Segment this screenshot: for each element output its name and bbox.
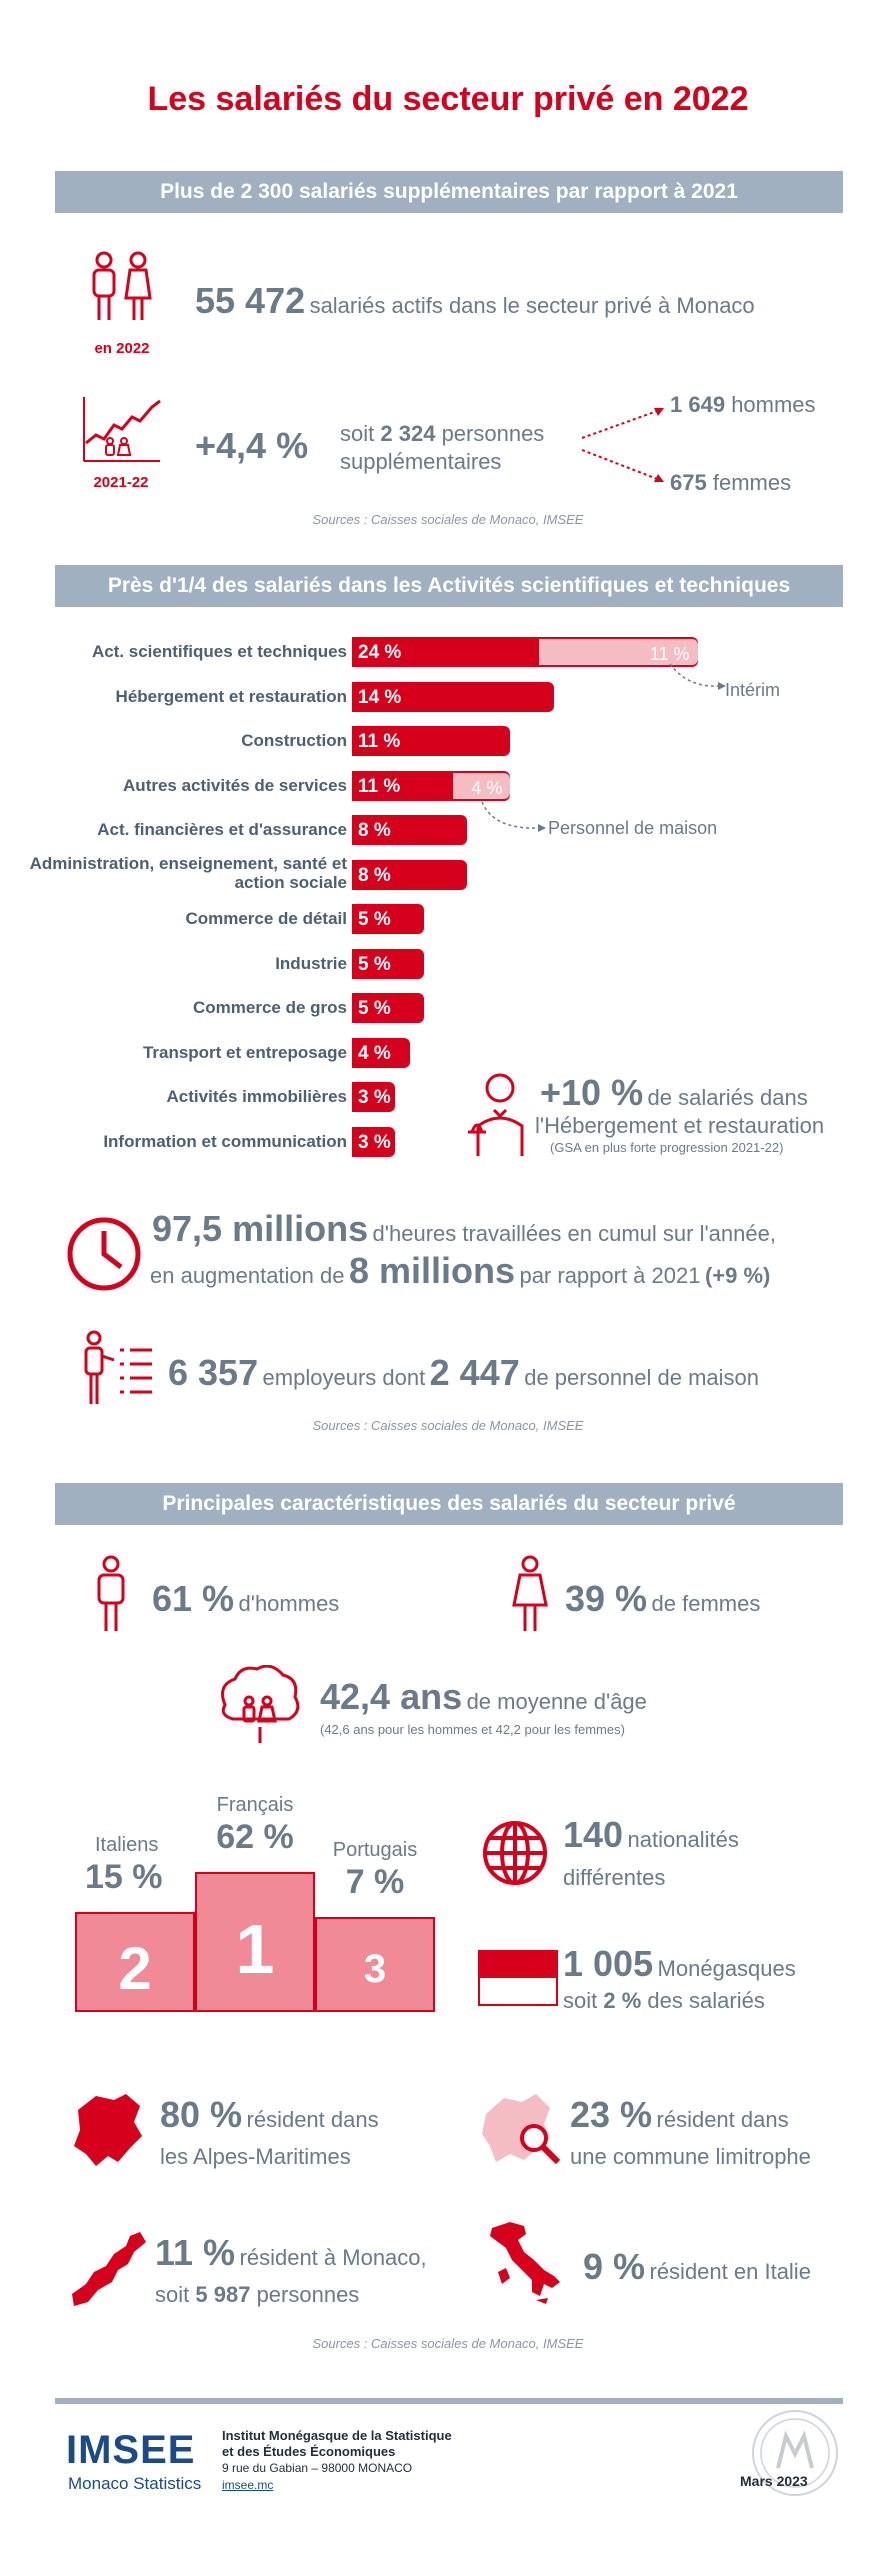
bar-value-label: 8 % [358,864,391,886]
bar-label: Act. financières et d'assurance [97,820,347,839]
hours-text-1: d'heures travaillées en cumul sur l'année, [372,1221,776,1246]
am-text-2: les Alpes-Maritimes [160,2144,351,2169]
nationalities-value: 140 [563,1814,624,1855]
year-label: en 2022 [94,340,150,357]
men-label: hommes [731,392,816,417]
am-text-1: résident dans [246,2107,379,2132]
growth-text-1: soit [340,421,375,446]
monaco-pct: 11 % [155,2232,236,2273]
growth-text-3: supplémentaires [340,449,502,474]
nationalities-stat [563,1814,739,1856]
monegasques-text-3: des salariés [647,1988,765,2013]
employers-value: 6 357 [168,1352,259,1393]
section1-band: Plus de 2 300 salariés supplémentaires par rapport à 2021 [55,171,843,213]
podium-rank: 2 [118,1935,152,2002]
bar-label: Information et communication [103,1131,347,1151]
monegasques-text-2: soit [563,1988,598,2013]
hours-increase: 8 millions [348,1250,515,1291]
growth-persons: 2 324 [380,421,436,446]
bar-label: Transport et entreposage [142,1042,347,1062]
italy-text: résident en Italie [649,2259,811,2284]
source-3: Sources : Caisses sociales de Monaco, IMSEE [312,2336,584,2351]
footer-address: 9 rue du Gabian – 98000 MONACO [222,2461,413,2475]
bar-value-label: 5 % [358,953,391,975]
employers-text: employeurs dont [262,1365,426,1390]
bar-label: Activités immobilières [166,1087,347,1106]
age-value: 42,4 ans [320,1676,463,1717]
men-value: 1 649 [670,392,726,417]
globe-icon [480,1818,550,1888]
org-line-1: Institut Monégasque de la Statistique [222,2428,452,2443]
podium-step-3 [315,1917,435,2012]
bar-value-label: 3 % [358,1131,391,1153]
border-commune-map-icon [480,2090,566,2170]
hours-value: 97,5 millions [152,1208,369,1249]
page-title: Les salariés du secteur privé en 2022 [147,80,749,118]
hours-text-2: en augmentation de [150,1263,345,1288]
italy-pct: 9 % [583,2246,646,2287]
women-pct: 39 % [565,1578,648,1619]
hours-text-3: par rapport à 2021 [519,1263,701,1288]
hotel-note: (GSA en plus forte progression 2021-22) [550,1140,784,1155]
am-pct: 80 % [160,2094,243,2135]
employees-text: salariés actifs dans le secteur privé à Monaco [309,293,755,318]
podium-country: Portugais [332,1839,418,1861]
bar-label: Autres activités de services [123,775,347,795]
monaco-text-3: personnes [256,2282,360,2307]
nationalities-text-1: nationalités [627,1827,739,1852]
hours-pct: (+9 %) [704,1263,771,1288]
bar-value-label: 3 % [358,1087,391,1108]
house-employers-value: 2 447 [429,1352,520,1393]
age-note: (42,6 ans pour les hommes et 42,2 pour les femmes) [320,1722,625,1737]
hotel-text-2: l'Hébergement et restauration [535,1113,825,1138]
podium-country: Français [216,1794,294,1816]
bar-value-label: 11 % [358,775,401,797]
growth-text-2: personnes [441,421,545,446]
monaco-persons: 5 987 [195,2282,251,2307]
house-staff-label: Personnel de maison [548,818,718,838]
bar-label: Industrie [275,953,347,973]
podium-pct: 7 % [345,1863,405,1901]
podium-pct: 15 % [85,1858,163,1896]
org-line-2: et des Études Économiques [222,2444,396,2459]
border-pct: 23 % [570,2094,653,2135]
period-label: 2021-22 [93,474,149,491]
monegasques-pct: 2 % [603,1988,642,2013]
alpes-maritimes-map-icon [68,2090,148,2170]
women-text: de femmes [651,1591,761,1616]
podium-rank: 1 [235,1910,275,1988]
am-stat [160,2094,379,2136]
monaco-text-2: soit [155,2282,190,2307]
publication-date: Mars 2023 [740,2473,808,2489]
monaco-persons-line [155,2282,359,2308]
hotel-value: +10 % [540,1072,644,1113]
interim-label: Intérim [725,680,781,700]
podium-pct: 62 % [216,1818,294,1856]
bar-value-label: 5 % [358,998,391,1019]
bar-label: Commerce de détail [185,909,347,928]
source-1: Sources : Caisses sociales de Monaco, IMSEE [312,512,584,527]
monaco-flag-icon [478,1950,558,2006]
imsee-logo-sub: Monaco Statistics [68,2474,202,2493]
border-text-1: résident dans [656,2107,789,2132]
bar-value-label: 4 % [358,1042,391,1064]
imsee-logo: IMSEE [66,2428,196,2472]
podium-step-2 [75,1912,195,2012]
monaco-map-icon [68,2228,148,2308]
monaco-text-1: résident à Monaco, [239,2245,427,2270]
bar-value-label: 24 % [358,642,402,663]
monegasques-share [563,1988,765,2014]
bar-value-label: 11 % [358,731,401,752]
imsee-link[interactable]: imsee.mc [222,2478,274,2492]
monegasques-text: Monégasques [657,1956,796,1981]
men-text: d'hommes [238,1591,340,1616]
growth-value: +4,4 % [195,425,309,466]
bar-value-label: 8 % [358,820,391,841]
italy-map-icon [484,2218,564,2308]
border-text-2: une commune limitrophe [570,2144,811,2169]
bar-label: Hébergement et restauration [115,686,347,706]
podium-rank: 3 [363,1946,387,1991]
women-label: femmes [712,470,792,495]
hotel-text-1: de salariés dans [647,1085,808,1110]
age-text: de moyenne d'âge [466,1689,647,1714]
bar-label: Commerce de gros [193,998,347,1017]
women-value: 675 [670,470,707,495]
section3-band: Principales caractéristiques des salariés du secteur privé [55,1483,843,1525]
bar-value-label: 14 % [358,686,402,708]
podium-country: Italiens [95,1834,159,1856]
bar-label: Administration, enseignement, santé et action sociale [29,853,347,892]
monegasques-stat [563,1943,796,1985]
bar-value-label: 5 % [358,909,391,930]
bar-label: Act. scientifiques et techniques [91,642,347,661]
bar-label: Construction [241,731,347,750]
men-pct: 61 % [152,1578,235,1619]
monaco-stat [155,2232,427,2274]
sub-bar-value-label: 11 % [649,644,690,664]
footer-divider [55,2398,843,2404]
podium-step-1 [195,1872,315,2012]
border-stat [570,2094,789,2136]
house-employers-text: de personnel de maison [524,1365,760,1390]
sub-bar-value-label: 4 % [471,777,503,798]
italy-stat [583,2246,811,2288]
monegasques-value: 1 005 [563,1943,654,1984]
section2-band: Près d'1/4 des salariés dans les Activités scientifiques et techniques [55,565,843,607]
source-2: Sources : Caisses sociales de Monaco, IMSEE [312,1418,584,1433]
employees-value: 55 472 [195,280,306,321]
nationalities-text-2: différentes [563,1865,666,1890]
